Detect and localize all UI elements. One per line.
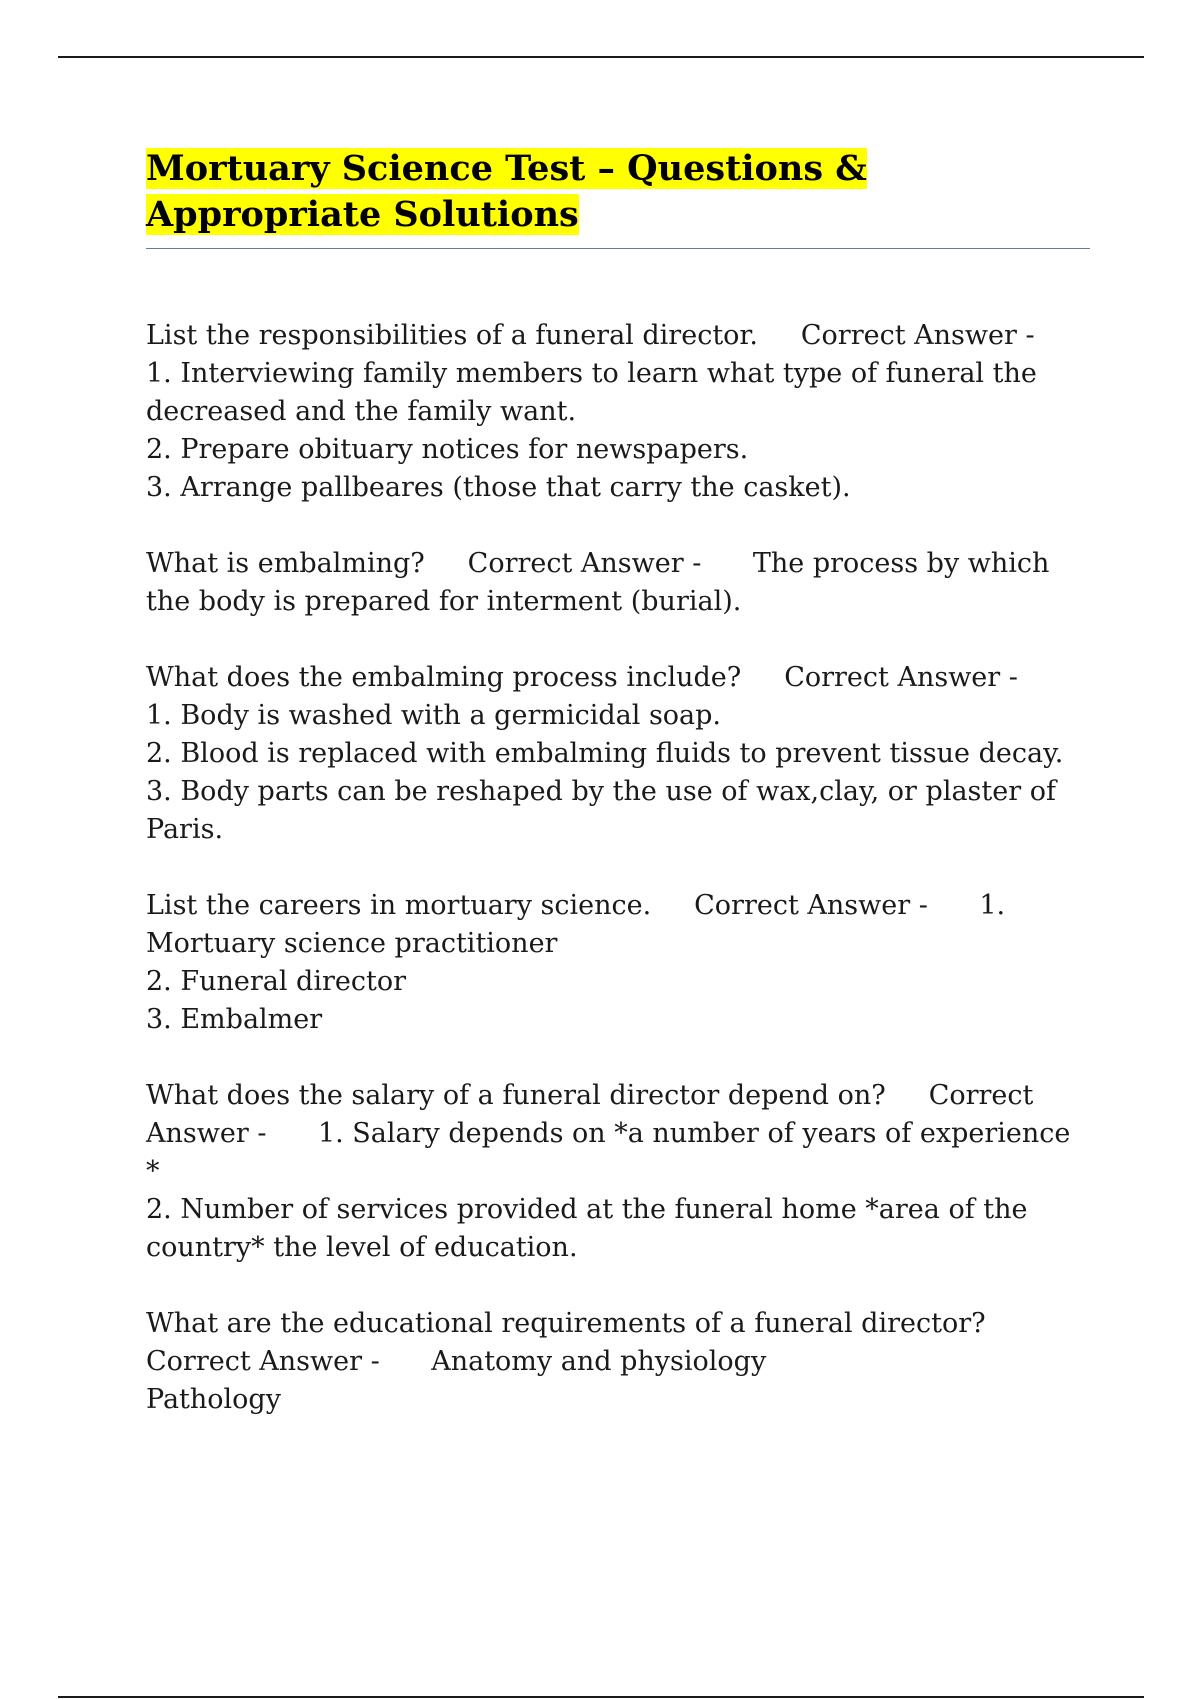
qa-list bbox=[146, 317, 1090, 1419]
document-title bbox=[146, 146, 1090, 238]
answer-text: 1. Interviewing family members to learn what type of funeral the decreased and the family want. 2. Prepare obituary notices for newspapers. 3. Arrange pallbeares (those that carry the casket). bbox=[146, 358, 1037, 503]
answer-text: Anatomy and physiology Pathology bbox=[146, 1346, 767, 1415]
question-text: List the careers in mortuary science. bbox=[146, 890, 652, 921]
answer-label: Correct Answer - bbox=[467, 548, 702, 579]
qa-item bbox=[146, 1305, 1090, 1419]
answer-label: Correct Answer - bbox=[784, 662, 1018, 693]
page-top-rule bbox=[58, 56, 1144, 58]
document-page bbox=[146, 146, 1090, 1457]
question-text: List the responsibilities of a funeral director. bbox=[146, 320, 758, 351]
question-text: What is embalming? bbox=[146, 548, 425, 579]
document-title-text: Mortuary Science Test – Questions & Appropriate Solutions bbox=[146, 148, 867, 235]
answer-label: Correct Answer - bbox=[146, 1080, 1042, 1149]
page-bottom-rule bbox=[58, 1696, 1144, 1698]
question-text: What does the salary of a funeral director depend on? bbox=[146, 1080, 886, 1111]
answer-text: 1. Salary depends on *a number of years of experience * 2. Number of services provided at the funeral home *area of the country* the level of education. bbox=[146, 1118, 1071, 1263]
answer-label: Correct Answer - bbox=[694, 890, 928, 921]
qa-item bbox=[146, 545, 1090, 621]
question-text: What does the embalming process include? bbox=[146, 662, 742, 693]
answer-text: 1. Body is washed with a germicidal soap. 2. Blood is replaced with embalming fluids to prevent tissue decay. 3. Body parts can be reshaped by the use of wax,clay, or plaster of Paris. bbox=[146, 700, 1064, 845]
answer-text: The process by which the body is prepared for interment (burial). bbox=[146, 548, 1059, 617]
answer-text: 1. Mortuary science practitioner 2. Funeral director 3. Embalmer bbox=[146, 890, 1006, 1035]
qa-item bbox=[146, 887, 1090, 1039]
qa-item bbox=[146, 1077, 1090, 1267]
answer-label: Correct Answer - bbox=[146, 1346, 380, 1377]
question-text: What are the educational requirements of a funeral director? bbox=[146, 1308, 986, 1339]
qa-item bbox=[146, 659, 1090, 849]
qa-item bbox=[146, 317, 1090, 507]
title-underline bbox=[146, 248, 1090, 249]
answer-label: Correct Answer - bbox=[800, 320, 1035, 351]
